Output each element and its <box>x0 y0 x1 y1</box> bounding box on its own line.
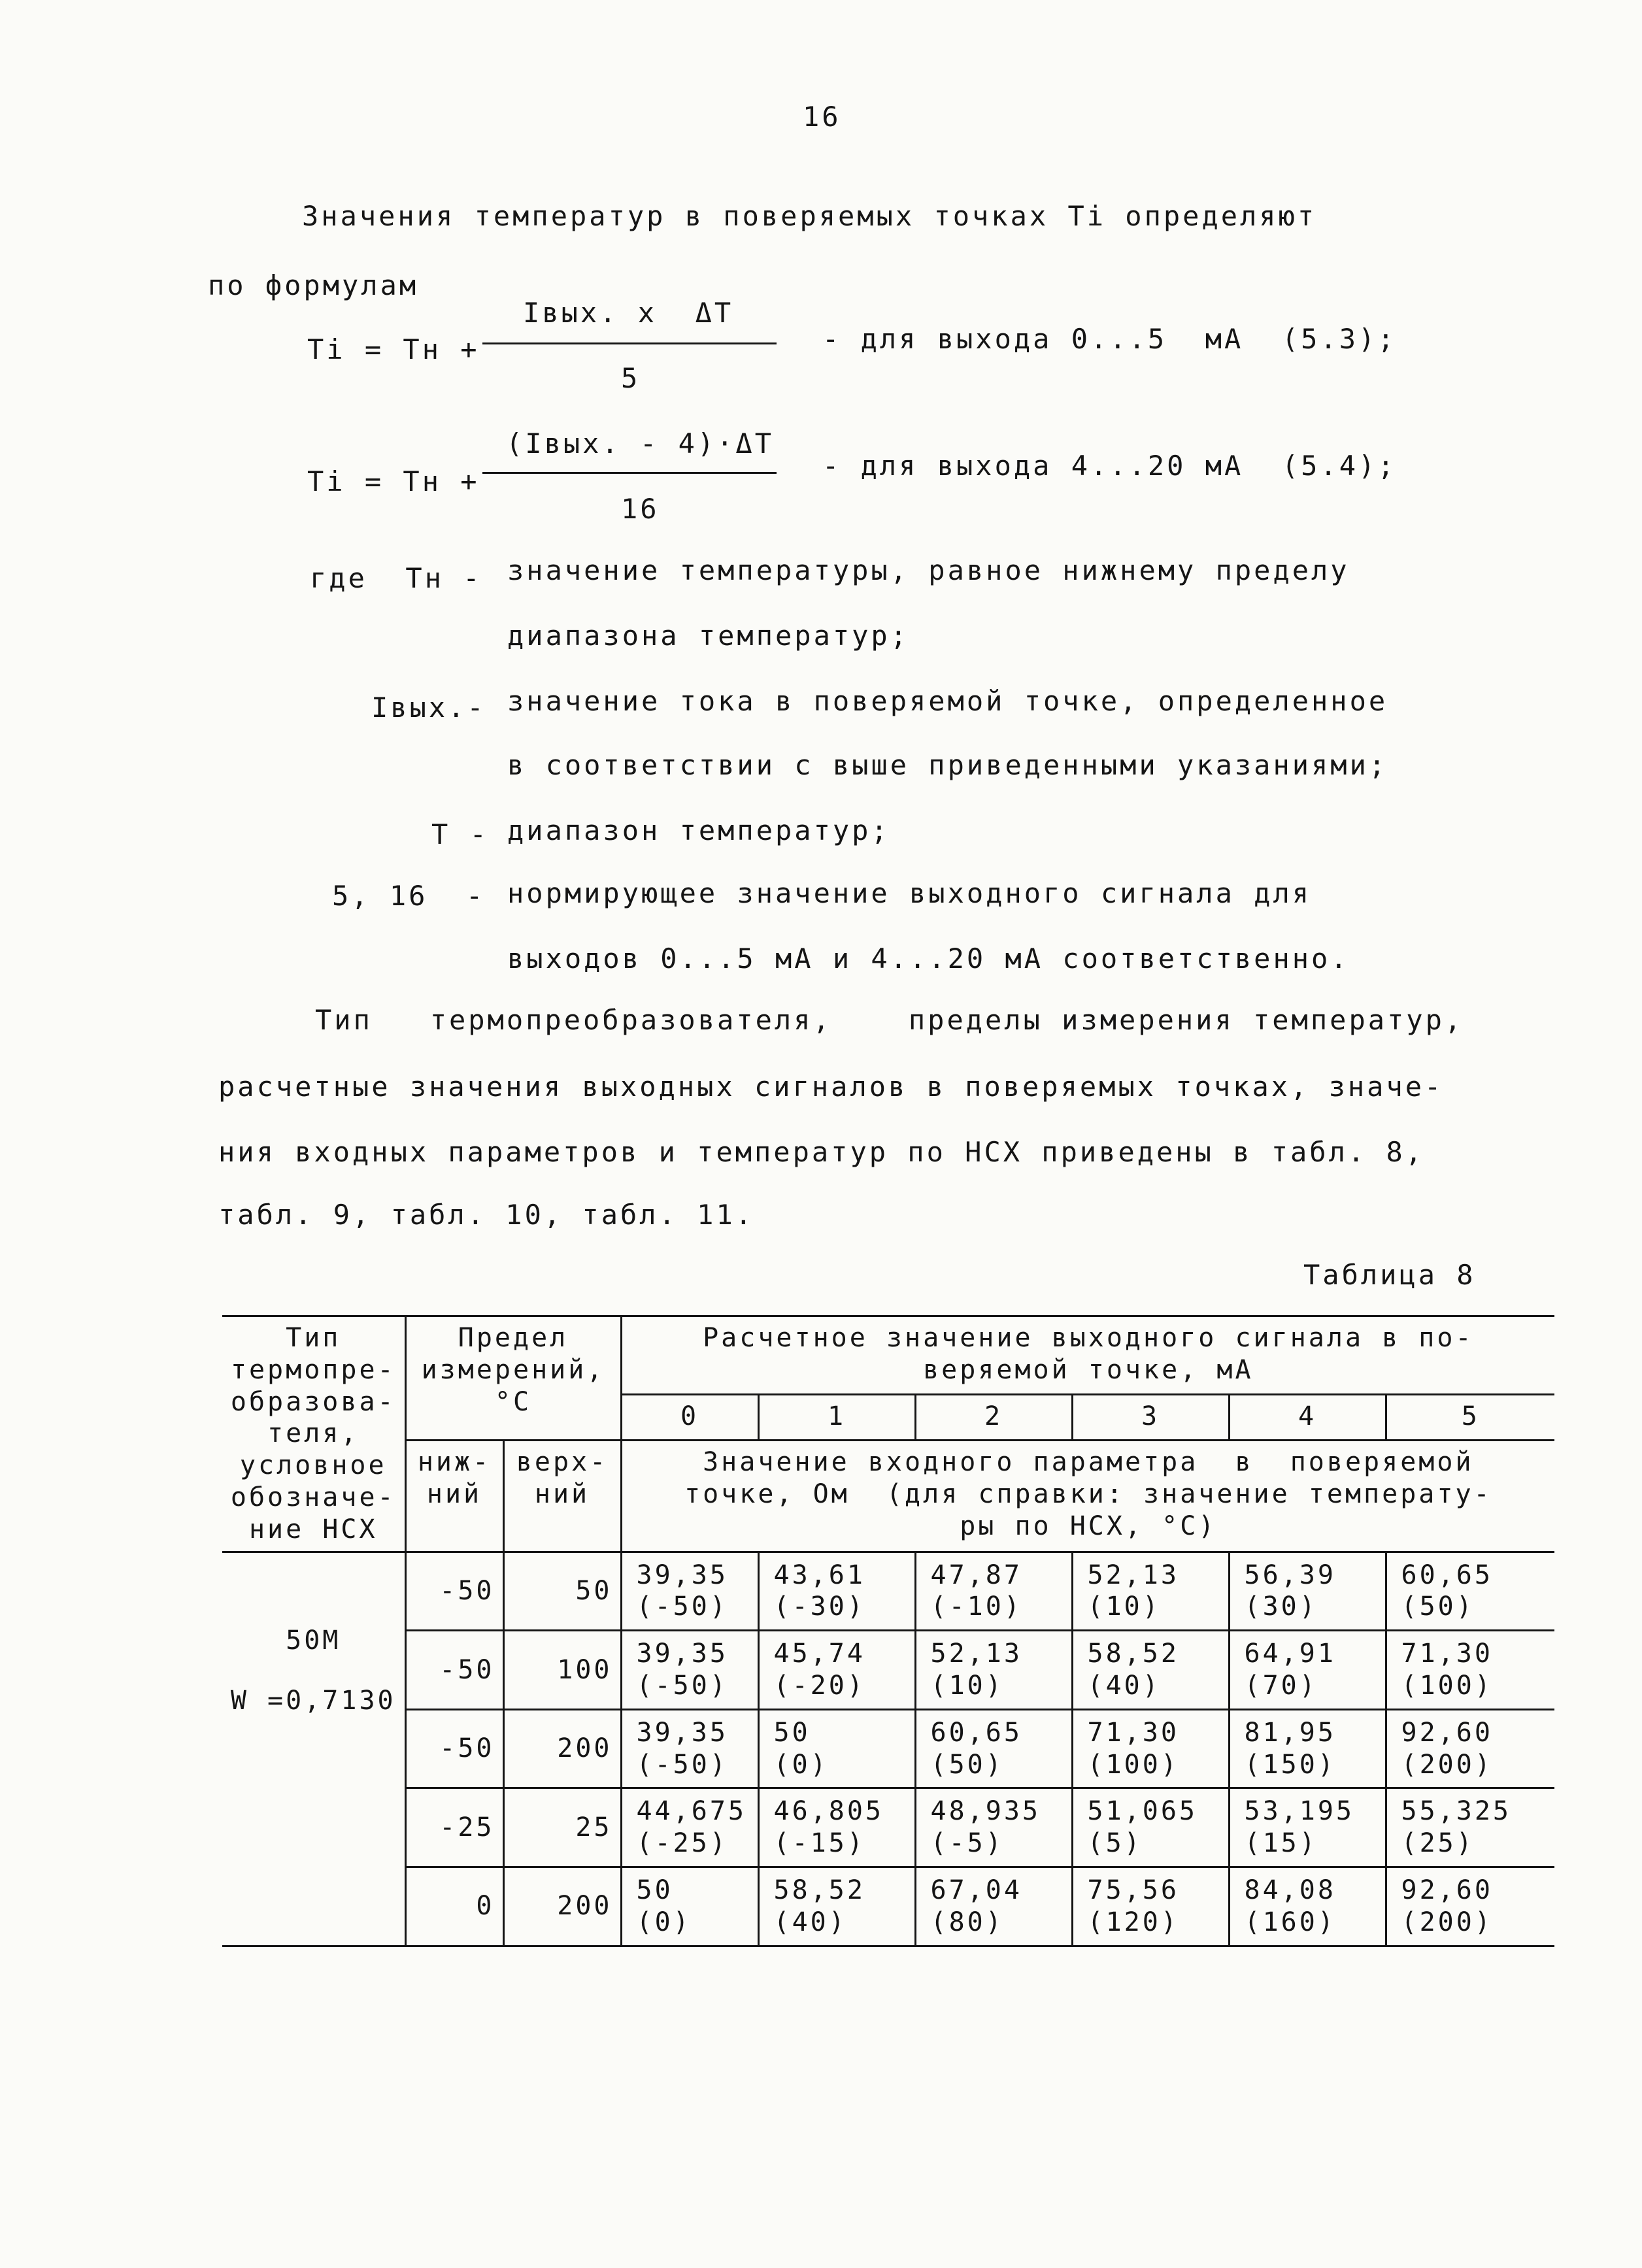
value-cell: 52,13 (10) <box>1072 1552 1229 1631</box>
definition-text: диапазона температур; <box>507 620 910 652</box>
definition-term: Iвых.- <box>371 692 486 724</box>
header-lower-limit: ниж- ний <box>405 1441 503 1552</box>
output-point-5: 5 <box>1386 1395 1554 1441</box>
lower-limit-cell: -50 <box>405 1709 503 1788</box>
value-cell: 55,325 (25) <box>1386 1788 1554 1867</box>
value-cell: 60,65 (50) <box>1386 1552 1554 1631</box>
value-cell: 58,52 (40) <box>758 1867 915 1946</box>
header-output-signal: Расчетное значение выходного сигнала в по- веряемой точке, мА <box>621 1316 1554 1395</box>
paragraph-line: Тип термопреобразователя, пределы измерения температур, <box>315 1004 1464 1036</box>
definition-text: значение тока в поверяемой точке, определенное <box>507 685 1388 717</box>
paragraph-line: расчетные значения выходных сигналов в поверяемых точках, значе- <box>218 1071 1444 1103</box>
value-cell: 48,935 (-5) <box>915 1788 1072 1867</box>
formula-2-denominator: 16 <box>621 493 660 525</box>
value-cell: 71,30 (100) <box>1072 1709 1229 1788</box>
paragraph-line: табл. 9, табл. 10, табл. 11. <box>218 1199 755 1231</box>
value-cell: 75,56 (120) <box>1072 1867 1229 1946</box>
sensor-type-label: 50М <box>286 1625 341 1656</box>
formula-1-numerator: Iвых. x ΔT <box>523 297 734 329</box>
sensor-type-cell <box>222 1552 405 1946</box>
sensor-type-w: W =0,7130 <box>230 1686 396 1716</box>
value-cell: 45,74 (-20) <box>758 1631 915 1710</box>
upper-limit-cell: 50 <box>503 1552 621 1631</box>
value-cell: 50 (0) <box>621 1867 758 1946</box>
value-cell: 71,30 (100) <box>1386 1631 1554 1710</box>
value-cell: 43,61 (-30) <box>758 1552 915 1631</box>
header-sensor-type: Тип термопре- образова- теля, условное обозначе- ние НСХ <box>222 1316 405 1552</box>
value-cell: 46,805 (-15) <box>758 1788 915 1867</box>
definition-text: выходов 0...5 мА и 4...20 мА соответственно. <box>507 942 1350 975</box>
header-measurement-limit: Предел измерений, °C <box>405 1316 621 1441</box>
value-cell: 44,675 (-25) <box>621 1788 758 1867</box>
definition-term: 5, 16 - <box>332 880 486 912</box>
page-number: 16 <box>803 101 841 133</box>
value-cell: 50 (0) <box>758 1709 915 1788</box>
formula-1-description: - для выхода 0...5 мА (5.3); <box>822 323 1397 355</box>
intro-line-2: по формулам <box>208 269 419 301</box>
lower-limit-cell: -25 <box>405 1788 503 1867</box>
definition-term: где Tн - <box>310 562 482 594</box>
intro-line-1: Значения температур в поверяемых точках Ti определяют <box>302 200 1317 232</box>
table-caption: Таблица 8 <box>1303 1259 1476 1291</box>
formula-2-description: - для выхода 4...20 мА (5.4); <box>822 450 1397 482</box>
definition-term: T - <box>431 818 489 850</box>
value-cell: 39,35 (-50) <box>621 1631 758 1710</box>
lower-limit-cell: -50 <box>405 1631 503 1710</box>
upper-limit-cell: 200 <box>503 1709 621 1788</box>
upper-limit-cell: 200 <box>503 1867 621 1946</box>
value-cell: 51,065 (5) <box>1072 1788 1229 1867</box>
header-input-parameter: Значение входного параметра в поверяемой точке, Ом (для справки: значение температу- ры по НСХ, °C) <box>621 1441 1554 1552</box>
definition-text: диапазон температур; <box>507 814 890 846</box>
upper-limit-cell: 100 <box>503 1631 621 1710</box>
value-cell: 56,39 (30) <box>1229 1552 1386 1631</box>
output-point-3: 3 <box>1072 1395 1229 1441</box>
lower-limit-cell: -50 <box>405 1552 503 1631</box>
value-cell: 92,60 (200) <box>1386 1709 1554 1788</box>
table-8 <box>222 1315 1554 1947</box>
value-cell: 84,08 (160) <box>1229 1867 1386 1946</box>
value-cell: 39,35 (-50) <box>621 1552 758 1631</box>
value-cell: 64,91 (70) <box>1229 1631 1386 1710</box>
value-cell: 39,35 (-50) <box>621 1709 758 1788</box>
definition-text: значение температуры, равное нижнему пределу <box>507 554 1350 586</box>
header-upper-limit: верх- ний <box>503 1441 621 1552</box>
formula-1-denominator: 5 <box>621 362 641 394</box>
definition-text: нормирующее значение выходного сигнала для <box>507 877 1312 909</box>
output-point-4: 4 <box>1229 1395 1386 1441</box>
output-point-2: 2 <box>915 1395 1072 1441</box>
value-cell: 67,04 (80) <box>915 1867 1072 1946</box>
formula-1-lhs: Ti = Tн + <box>307 333 480 365</box>
formula-2-numerator: (Iвых. - 4)·ΔT <box>506 427 775 459</box>
value-cell: 53,195 (15) <box>1229 1788 1386 1867</box>
value-cell: 81,95 (150) <box>1229 1709 1386 1788</box>
formula-1-fraction-bar <box>482 342 777 344</box>
upper-limit-cell: 25 <box>503 1788 621 1867</box>
value-cell: 60,65 (50) <box>915 1709 1072 1788</box>
formula-2-fraction-bar <box>482 472 777 474</box>
value-cell: 47,87 (-10) <box>915 1552 1072 1631</box>
value-cell: 92,60 (200) <box>1386 1867 1554 1946</box>
lower-limit-cell: 0 <box>405 1867 503 1946</box>
paragraph-line: ния входных параметров и температур по НСХ приведены в табл. 8, <box>218 1136 1425 1168</box>
formula-2-lhs: Ti = Tн + <box>307 465 480 497</box>
output-point-0: 0 <box>621 1395 758 1441</box>
value-cell: 58,52 (40) <box>1072 1631 1229 1710</box>
output-point-1: 1 <box>758 1395 915 1441</box>
value-cell: 52,13 (10) <box>915 1631 1072 1710</box>
definition-text: в соответствии с выше приведенными указаниями; <box>507 749 1388 781</box>
